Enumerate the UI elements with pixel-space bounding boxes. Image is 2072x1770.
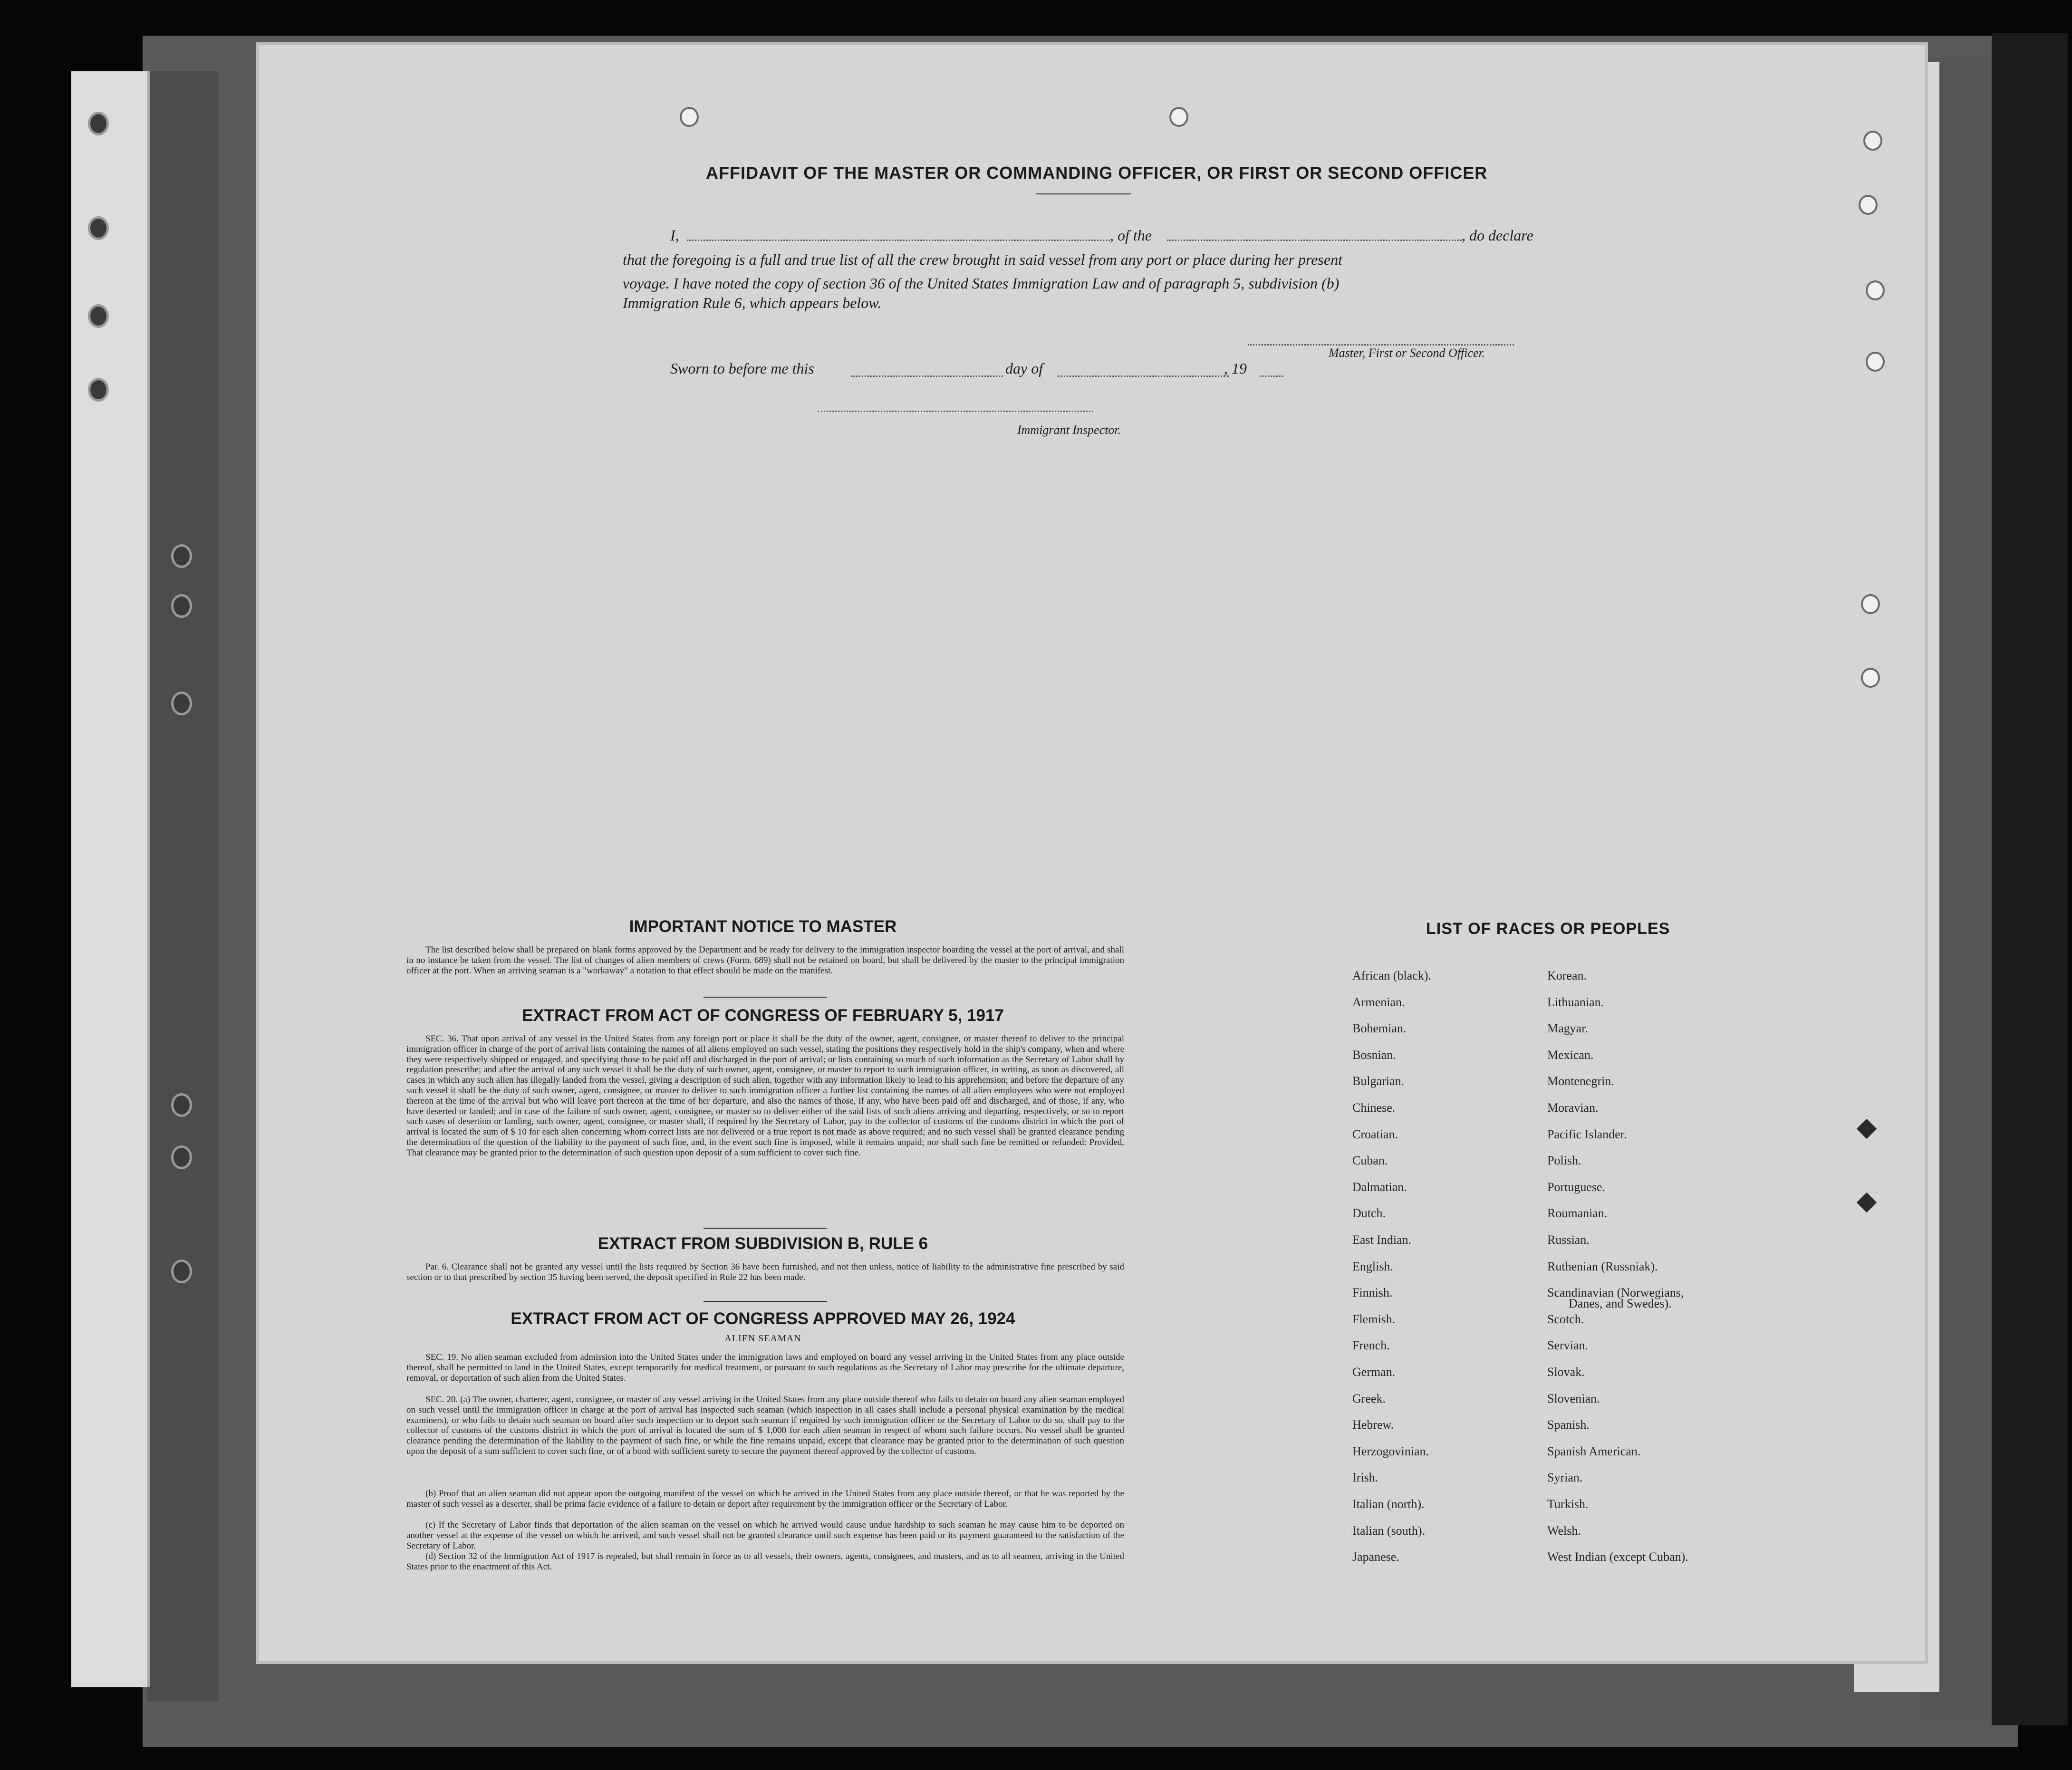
race-item: Armenian.: [1352, 995, 1405, 1009]
binding-hole: [88, 112, 109, 135]
race-item: Lithuanian.: [1547, 995, 1604, 1009]
inspector-label: Immigrant Inspector.: [1017, 423, 1121, 437]
race-item: Korean.: [1547, 969, 1587, 982]
notice-title: IMPORTANT NOTICE TO MASTER: [629, 917, 897, 936]
extract-1924-subtitle: ALIEN SEAMAN: [724, 1333, 801, 1344]
binding-hole: [171, 1260, 192, 1283]
extract-1917-title: EXTRACT FROM ACT OF CONGRESS OF FEBRUARY 5, 1917: [522, 1006, 1004, 1025]
master-label: Master, First or Second Officer.: [1329, 346, 1485, 360]
sec20d-text: (d) Section 32 of the Immigration Act of 1917 is repealed, but shall remain in force as to all vessels, their owners, agents, consignees, and masters, and as to all seamen, arriving in the United States prior to the enactment of this Act.: [406, 1551, 1124, 1572]
section-divider: [704, 1228, 827, 1229]
page-hole: [1861, 668, 1880, 688]
page-hole: [1866, 280, 1885, 300]
race-item: Irish.: [1352, 1471, 1378, 1485]
page-hole: [1866, 352, 1885, 372]
binding-hole: [171, 692, 192, 715]
vessel-blank: [1167, 239, 1462, 241]
race-item: Dalmatian.: [1352, 1180, 1407, 1194]
rule6-text: Par. 6. Clearance shall not be granted any vessel until the lists required by Section 36 have been furnished, and not then unless, notice of liability to the administrative fine prescribed by said section or to that prescribed by section 35 having been served, the deposit specified in Rule 22 has been made.: [406, 1262, 1124, 1282]
race-item: English.: [1352, 1259, 1393, 1273]
race-item: Cuban.: [1352, 1154, 1388, 1168]
extract-1917-text: SEC. 36. That upon arrival of any vessel in the United States from any foreign port or place it shall be the duty of the owner, agent, consignee, or master thereof to deliver to the principal immigration officer in charge of the port of arrival lists containing the names of all aliens employed on such vessel, stating the positions they respectively hold in the ship's company, when and where they were respectively shipped or engaged, and specifying those to be paid off and discharged in the port of arrival; or lists containing so much of such information as the Secretary of Labor shall by regulation prescribe; and after the arrival of any such vessel it shall be the duty of such owner, agent, consignee, or master to report to such immigration officer, in writing, as soon as discovered, all cases in which any such alien has illegally landed from the vessel, giving a description of such alien, together with any information likely to lead to his apprehension; and before the departure of any such vessel it shall be the duty of such owner, agent, consignee, or master to deliver to such immigration officer a further list containing the names of all alien employees who were not employed thereon at the time of the arrival but who will leave port thereon at the time of her departure, and also the names of those, if any, who have been paid off and discharged, and of those, if any, who have deserted or landed; and in case of the failure of such owner, agent, consignee, or master so to deliver either of the said lists of such aliens arriving and departing, respectively, or so to report such cases of desertion or landing, such owner, agent, consignee, or master shall, if required by the Secretary of Labor, pay to the collector of customs of the customs district in which the port of arrival is located the sum of $ 10 for each alien concerning whom correct lists are not delivered or a true report is not made as above required; and no such vessel shall be granted clearance pending the determination of the question of the liability to the payment of such fine, and, in the event such fine is imposed, while it remains unpaid; nor shall such fine be remitted or refunded: Provided, That clearance may be granted prior to the determination of such question upon deposit of a sum sufficient to cover such fine.: [406, 1034, 1124, 1158]
binding-hole: [171, 1093, 192, 1117]
race-item: Bohemian.: [1352, 1021, 1407, 1036]
race-item: Finnish.: [1352, 1286, 1393, 1300]
race-item: Greek.: [1352, 1391, 1386, 1405]
race-item: Syrian.: [1547, 1471, 1583, 1485]
binding-hole: [171, 1145, 192, 1169]
race-item: Roumanian.: [1547, 1206, 1608, 1221]
sec20c-text: (c) If the Secretary of Labor finds that deportation of the alien seaman on the vessel on which he arrived would cause undue hardship to such seaman he may cause him to be deported on another vessel at the expense of the vessel on which he arrived, and such vessel shall not be granted clearance until such expense has been paid or its payment guaranteed to the satisfaction of the Secretary of Labor.: [406, 1520, 1124, 1551]
race-item: Herzogovinian.: [1352, 1444, 1429, 1458]
race-item: German.: [1352, 1365, 1396, 1379]
races-title: LIST OF RACES OR PEOPLES: [1426, 920, 1670, 938]
left-binding-strip: [71, 71, 150, 1687]
race-item: Danes, and Swedes).: [1569, 1297, 1672, 1310]
page-hole: [680, 107, 699, 127]
race-item: Magyar.: [1547, 1021, 1588, 1036]
race-item: Turkish.: [1547, 1497, 1589, 1511]
affidavit-line4: Immigration Rule 6, which appears below.: [623, 294, 882, 311]
left-binding-shadow: [147, 71, 219, 1702]
section-divider: [704, 1301, 827, 1302]
race-item: Russian.: [1547, 1233, 1590, 1247]
affidavit-line1-i: I,: [670, 227, 679, 244]
race-item: Polish.: [1547, 1154, 1581, 1168]
sworn-text: Sworn to before me this: [670, 360, 814, 377]
race-item: West Indian (except Cuban).: [1547, 1550, 1688, 1564]
section-divider: [704, 997, 827, 998]
race-item: Croatian.: [1352, 1127, 1398, 1141]
sworn-month-blank: [1058, 375, 1229, 377]
day-of-text: day of: [1005, 360, 1043, 377]
race-item: Welsh.: [1547, 1523, 1581, 1538]
page-hole: [1859, 195, 1878, 215]
race-item: Bosnian.: [1352, 1048, 1396, 1062]
master-signature-blank: [1248, 343, 1514, 346]
binding-hole: [171, 544, 192, 568]
page-hole: [1169, 107, 1188, 127]
race-item: Flemish.: [1352, 1312, 1396, 1326]
affidavit-title: AFFIDAVIT OF THE MASTER OR COMMANDING OFFICER, OR FIRST OR SECOND OFFICER: [706, 163, 1488, 183]
page-hole: [1861, 594, 1880, 614]
race-item: Italian (north).: [1352, 1497, 1425, 1511]
race-item: Chinese.: [1352, 1101, 1396, 1115]
race-item: Spanish American.: [1547, 1444, 1641, 1458]
sworn-day-blank: [851, 375, 1003, 377]
race-item: Scotch.: [1547, 1312, 1584, 1326]
race-item: Mexican.: [1547, 1048, 1594, 1062]
extract-1924-title: EXTRACT FROM ACT OF CONGRESS APPROVED MAY 26, 1924: [511, 1309, 1015, 1328]
race-item: Japanese.: [1352, 1550, 1399, 1564]
page-hole: [1863, 131, 1882, 151]
name-blank: [687, 239, 1110, 241]
year-text: , 19: [1224, 360, 1247, 377]
race-item: Scandinavian (Norwegians,: [1547, 1286, 1684, 1300]
binding-hole: [88, 216, 109, 240]
race-item: African (black).: [1352, 969, 1432, 982]
race-item: East Indian.: [1352, 1233, 1412, 1247]
binding-hole: [88, 304, 109, 328]
affidavit-line1-declare: , do declare: [1462, 227, 1533, 244]
affidavit-line1-of: , of the: [1110, 227, 1152, 244]
binding-hole: [88, 378, 109, 402]
race-item: French.: [1352, 1338, 1390, 1353]
sec20b-text: (b) Proof that an alien seaman did not appear upon the outgoing manifest of the vessel on which he arrived in the United States from any place outside thereof, or that he was reported by the master of such vessel as a deserter, shall be prima facie evidence of a failure to detain or deport after requirement by the immigration officer or the Secretary of Labor.: [406, 1489, 1124, 1509]
race-item: Italian (south).: [1352, 1523, 1426, 1538]
sec19-text: SEC. 19. No alien seaman excluded from admission into the United States under the immigration laws and employed on board any vessel arriving in the United States from any place outside thereof, shall be permitted to land in the United States, except temporarily for medical treatment, or pursuant to such regulations as the Secretary of Labor may prescribe for the ultimate departure, removal, or deportation of such alien from the United States.: [406, 1352, 1124, 1383]
race-item: Spanish.: [1547, 1418, 1590, 1432]
affidavit-line2: that the foregoing is a full and true list of all the crew brought in said vessel from any port or place during her present: [623, 251, 1342, 268]
binding-hole: [171, 594, 192, 618]
rule6-title: EXTRACT FROM SUBDIVISION B, RULE 6: [598, 1234, 928, 1253]
year-blank: [1260, 375, 1283, 377]
inspector-signature-blank: [818, 410, 1093, 412]
race-item: Slovak.: [1547, 1365, 1585, 1379]
affidavit-line3: voyage. I have noted the copy of section 36 of the United States Immigration Law and of paragraph 5, subdivision (b): [623, 275, 1340, 292]
race-item: Dutch.: [1352, 1206, 1386, 1221]
title-underline: [1036, 193, 1131, 194]
race-item: Pacific Islander.: [1547, 1127, 1627, 1141]
race-item: Montenegrin.: [1547, 1074, 1614, 1088]
sec20a-text: SEC. 20. (a) The owner, charterer, agent, consignee, or master of any vessel arriving in the United States from any place outside thereof who fails to detain on board any alien seaman employed on such vessel until the immigration officer in charge at the port of arrival has inspected such seaman (which inspection in all cases shall include a personal physical examination by the medical examiners), or who fails to detain such seaman on board after such inspection or to deport such seaman if required by such immigration officer or the Secretary of Labor to do so, shall pay to the collector of customs of the customs district in which the port of arrival is located the sum of $ 1,000 for each alien seaman in respect of whom such failure occurs. No vessel shall be granted clearance pending the determination of the liability to the payment of such fine, or while the fine remains unpaid, except that clearance may be granted prior to the determination of such question upon the deposit of a sum sufficient to cover such fine, or of a bond with sufficient surety to secure the payment thereof approved by the collector of customs.: [406, 1395, 1124, 1456]
right-page-curl: [1992, 33, 2068, 1725]
race-item: Slovenian.: [1547, 1391, 1600, 1405]
race-item: Bulgarian.: [1352, 1074, 1405, 1088]
race-item: Servian.: [1547, 1338, 1588, 1353]
race-item: Hebrew.: [1352, 1418, 1394, 1432]
race-item: Ruthenian (Russniak).: [1547, 1259, 1658, 1273]
race-item: Portuguese.: [1547, 1180, 1606, 1194]
race-item: Moravian.: [1547, 1101, 1599, 1115]
notice-text: The list described below shall be prepared on blank forms approved by the Department and be ready for delivery to the immigration inspector boarding the vessel at the port of arrival, and shall in no instance be taken from the vessel. The list of changes of alien members of crews (Form. 689) shall not be retained on board, but shall be delivered by the master to the principal immigration officer at the port. When an arriving seaman is a "workaway" a notation to that effect should be made on the manifest.: [406, 945, 1124, 976]
